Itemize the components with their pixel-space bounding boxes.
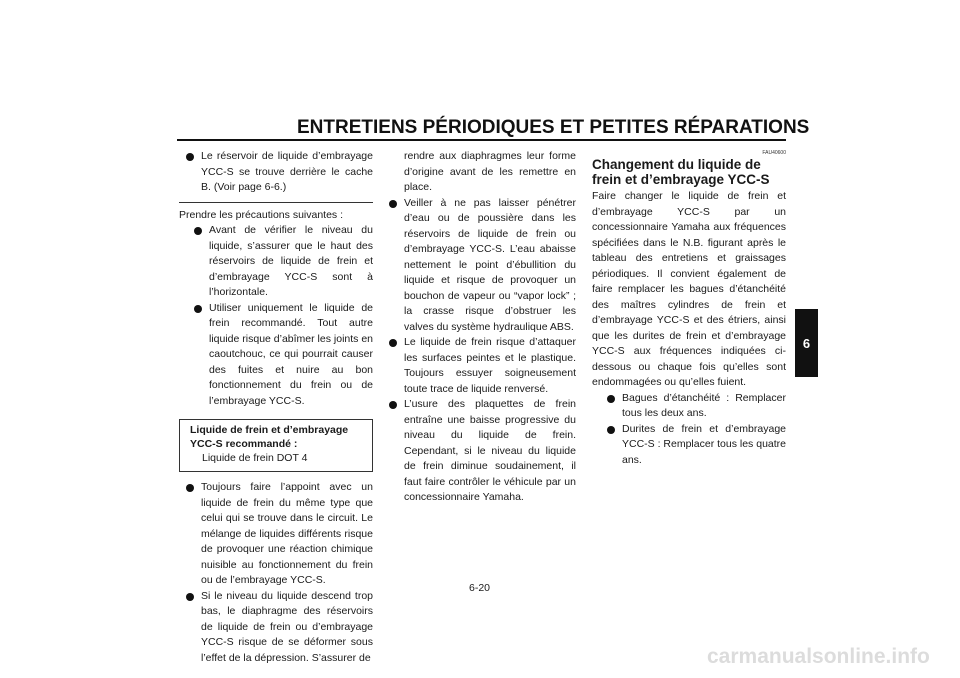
section-body: Faire changer le liquide de frein et d’embrayage YCC-S par un concessionnaire Yamaha aux fréquences spécifiées dans le N.B. figurant après le tableau des entretiens et graissages périodiques. Il convient également de faire remplacer les bagues d’étanchéité des maîtres cylindres de frein et d’embrayage YCC-S et des étriers, ainsi que les durites de frein et d’embrayage YCC-S aux fréquences indiquées ci-dessous ou chaque fois qu’elles sont endommagées ou qu’elles fuient. [592,190,786,388]
note-value: Liquide de frein DOT 4 [202,452,308,464]
page-header-title: ENTRETIENS PÉRIODIQUES ET PETITES RÉPARATIONS [297,117,810,138]
bullet-icon [389,200,397,208]
bullet-icon [186,153,194,161]
chapter-tab: 6 [795,309,818,377]
list-item-text: Utiliser uniquement le liquide de frein recommandé. Tout autre liquide risque d’abîmer les joints en caoutchouc, ce qui pourrait causer des fuites et nuire au bon fonctionnement du frein ou de l’embrayage YCC-S. [209,301,374,407]
list-item [179,589,373,667]
list-item-text: Toujours faire l’appoint avec un liquide de frein du même type que celui qui se trouve dans le circuit. Le mélange de liquides différents risque de provoquer une réaction chimique nuisible au fonctionnement du frein ou de l’embrayage YCC-S. [201,481,373,586]
list-item-text: Le liquide de frein risque d’attaquer les surfaces peintes et le plastique. Toujours essuyer soigneusement toute trace de liquide renversé. [404,336,576,395]
column-2 [382,149,576,506]
bullet-icon [389,339,397,347]
bullet-icon [186,484,194,492]
list-item [382,397,576,506]
watermark: carmanualsonline.info [707,645,930,668]
column-1 [179,149,373,666]
list-item [600,391,786,422]
list-item-text: Bagues d’étanchéité : Remplacer tous les deux ans. [622,391,786,419]
bullet-icon [186,593,194,601]
list-item [187,301,373,410]
recommended-fluid-box [179,419,373,472]
list-item-text: L’usure des plaquettes de frein entraîne une baisse progressive du niveau du liquide de frein. Cependant, si le niveau du liquide de frein diminue soudainement, il faut faire contrôler le véhicule par un concessionnaire Yamaha. [404,398,576,503]
list-item [600,422,786,469]
bullet-icon [194,227,202,235]
list-item-text: rendre aux diaphragmes leur forme d’origine avant de les remettre en place. [404,150,576,193]
bullet-icon [389,401,397,409]
list-item-text: Durites de frein et d’embrayage YCC-S : Remplacer tous les quatre ans. [622,422,786,466]
divider [179,202,373,203]
list-item-text: Avant de vérifier le niveau du liquide, s’assurer que le haut des réservoirs de liquide de frein et d’embrayage YCC-S sont à l’horizontale. [209,224,373,298]
list-item-text: Si le niveau du liquide descend trop bas, le diaphragme des réservoirs de liquide de frein ou d’embrayage YCC-S risque de se déformer sous l’effet de la dépression. S’assurer de [201,589,373,664]
list-item [382,196,576,336]
section-title: Changement du liquide de frein et d’embrayage YCC-S [592,157,770,187]
header-rule [177,139,786,141]
column-3 [592,149,786,468]
list-item [179,480,373,589]
list-item-text: Le réservoir de liquide d’embrayage YCC-S se trouve derrière le cache B. (Voir page 6-6.) [201,150,373,193]
section-code: FAU40600 [762,150,786,156]
note-title: Liquide de frein et d’embrayage YCC-S recommandé : [190,424,349,450]
bullet-icon [607,395,615,403]
bullet-icon [607,426,615,434]
list-item-continued [382,149,576,196]
page-number: 6-20 [469,582,491,594]
precautions-intro: Prendre les précautions suivantes : [179,208,344,221]
list-item [382,335,576,397]
list-item [187,223,373,301]
list-item [179,149,373,196]
list-item-text: Veiller à ne pas laisser pénétrer d’eau ou de poussière dans les réservoirs de liquide de frein ou d’embrayage YCC-S. L’eau abaisse nettement le point d’ébullition du liquide et risque de provoquer un bouchon de vapeur ou “vapor lock” ; la crasse risque d’obstruer les valves du système hydraulique ABS. [404,196,576,333]
bullet-icon [194,305,202,313]
